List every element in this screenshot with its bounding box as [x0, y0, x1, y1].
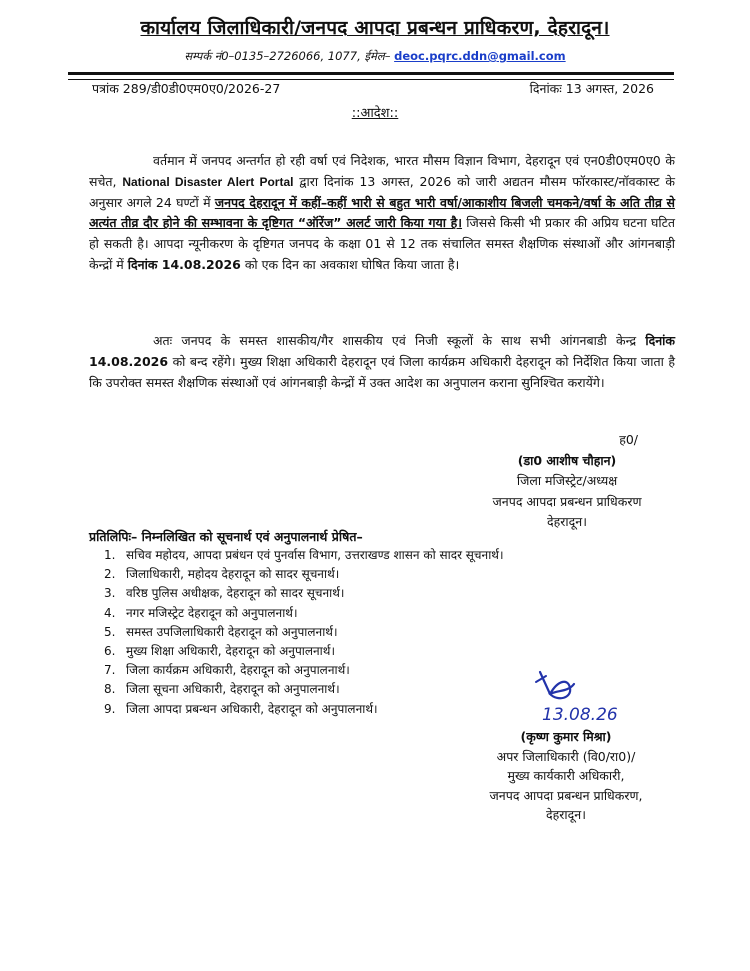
list-item: 8. जिला सूचना अधिकारी, देहरादून को अनुपालनार्थ। — [104, 682, 340, 697]
office-title: कार्यालय जिलाधिकारी/जनपद आपदा प्रबन्धन प्राधिकरण, देहरादून। — [140, 17, 610, 39]
adm-designation: अपर जिलाधिकारी (वि0/रा0)/ — [496, 748, 636, 764]
list-item: 6. मुख्य शिक्षा अधिकारी, देहरादून को अनुपालनार्थ। — [104, 644, 336, 659]
copy-to-list — [104, 546, 504, 719]
handwritten-date: 13.08.26 — [542, 705, 618, 725]
contact-text: सम्पर्क नं0–0135–2726066, 1077, ईमेल– — [184, 49, 395, 63]
list-item: 3. वरिष्ठ पुलिस अधीक्षक, देहरादून को सादर सूचनार्थ। — [104, 586, 345, 601]
list-item: 7. जिला कार्यक्रम अधिकारी, देहरादून को अनुपालनार्थ। — [104, 663, 350, 678]
signed-mark: ह0/ — [619, 432, 638, 447]
para1-text-a: वर्तमान में जनपद अन्तर्गत हो रही वर्षा एवं निदेशक, भारत मौसम विज्ञान विभाग, देहरादून एवं एन0डी0एम0ए0 के सचेत, — [89, 153, 675, 189]
list-item: 4. नगर मजिस्ट्रेट देहरादून को अनुपालनार्थ। — [104, 605, 298, 620]
reference-number: पत्रांक 289/डी0डी0एम0ए0/2026-27 — [92, 81, 281, 96]
list-item: 1. सचिव महोदय, आपदा प्रबंधन एवं पुनर्वास विभाग, उत्तराखण्ड शासन को सादर सूचनार्थ। — [104, 548, 504, 562]
signature-block-dm — [476, 430, 658, 533]
adm-authority: जनपद आपदा प्रबन्धन प्राधिकरण, — [489, 787, 643, 803]
signatory-authority: जनपद आपदा प्रबन्धन प्राधिकरण — [492, 493, 642, 509]
signatory-place: देहरादून। — [547, 514, 587, 530]
signatory-name: (डा0 आशीष चौहान) — [517, 452, 617, 468]
closure-date: दिनांक 14.08.2026 — [89, 333, 675, 369]
list-item: 2. जिलाधिकारी, महोदय देहरादून को सादर सूचनार्थ। — [104, 567, 340, 582]
list-item: 9. जिला आपदा प्रबन्धन अधिकारी, देहरादून को अनुपालनार्थ। — [104, 701, 378, 716]
para1-text-c: जिससे किसी भी प्रकार की अप्रिय घटना घटित हो सकती है। आपदा न्यूनीकरण के दृष्टिगत जनपद के कक्षा 01 से 12 तक संचालित समस्त शैक्षणिक संस्थाओं और आंगनबाड़ी केन्द्रों में — [89, 215, 675, 272]
para1-text-b: द्वारा दिनांक 13 अगस्त, 2026 को जारी अद्यतन मौसम फॉरकास्ट/नॉवकास्ट के अनुसार अगले 24 घण्टों में — [89, 173, 675, 210]
adm-role: मुख्य कार्यकारी अधिकारी, — [507, 768, 625, 784]
para2-text-b: को बन्द रहेंगे। मुख्य शिक्षा अधिकारी देहरादून एवं जिला कार्यक्रम अधिकारी देहरादून को निर्देशित किया जाता है कि उपरोक्त समस्त शैक्षणिक संस्थाओं एवं आंगनबाड़ी केन्द्रों में उक्त आदेश का अनुपालन कराना सुनिश्चित करायेंगे। — [89, 353, 675, 390]
holiday-date: दिनांक 14.08.2026 — [127, 256, 241, 272]
list-item: 5. समस्त उपजिलाधिकारी देहरादून को अनुपालनार्थ। — [104, 624, 338, 639]
adm-place: देहरादून। — [546, 807, 586, 823]
order-paragraph-1 — [89, 151, 675, 276]
portal-name: National Disaster Alert Portal — [122, 174, 294, 189]
para2-text-a: अतः जनपद के समस्त शासकीय/गैर शासकीय एवं निजी स्कूलों के साथ सभी आंगनबाडी केन्द्र — [153, 333, 646, 348]
reference-date: दिनांकः 13 अगस्त, 2026 — [529, 81, 654, 96]
email-link[interactable]: deoc.pqrc.ddn@gmail.com — [394, 49, 566, 63]
contact-line — [0, 49, 750, 64]
adm-name: (कृष्ण कुमार मिश्रा) — [520, 729, 612, 744]
signatory-designation: जिला मजिस्ट्रेट/अध्यक्ष — [516, 473, 618, 489]
order-paragraph-2 — [89, 331, 675, 393]
handwritten-signature — [528, 664, 652, 728]
order-heading: ::आदेश:: — [351, 106, 399, 121]
para1-text-d: को एक दिन का अवकाश घोषित किया जाता है। — [240, 256, 460, 272]
signature-block-adm — [462, 727, 670, 825]
copy-to-heading: प्रतिलिपिः– निम्नलिखित को सूचनार्थ एवं अनुपालनार्थ प्रेषित– — [89, 529, 363, 544]
alert-highlight: जनपद देहरादून में कहीं–कहीं भारी से बहुत भारी वर्षा/आकाशीय बिजली चमकने/वर्षा के अति तीव्र से अत्यंत तीव्र दौर होने की सम्भावना के दृष्टिगत “ऑरेंज” अलर्ट जारी किया गया है। — [89, 194, 676, 231]
header-rule-thick — [68, 72, 674, 75]
